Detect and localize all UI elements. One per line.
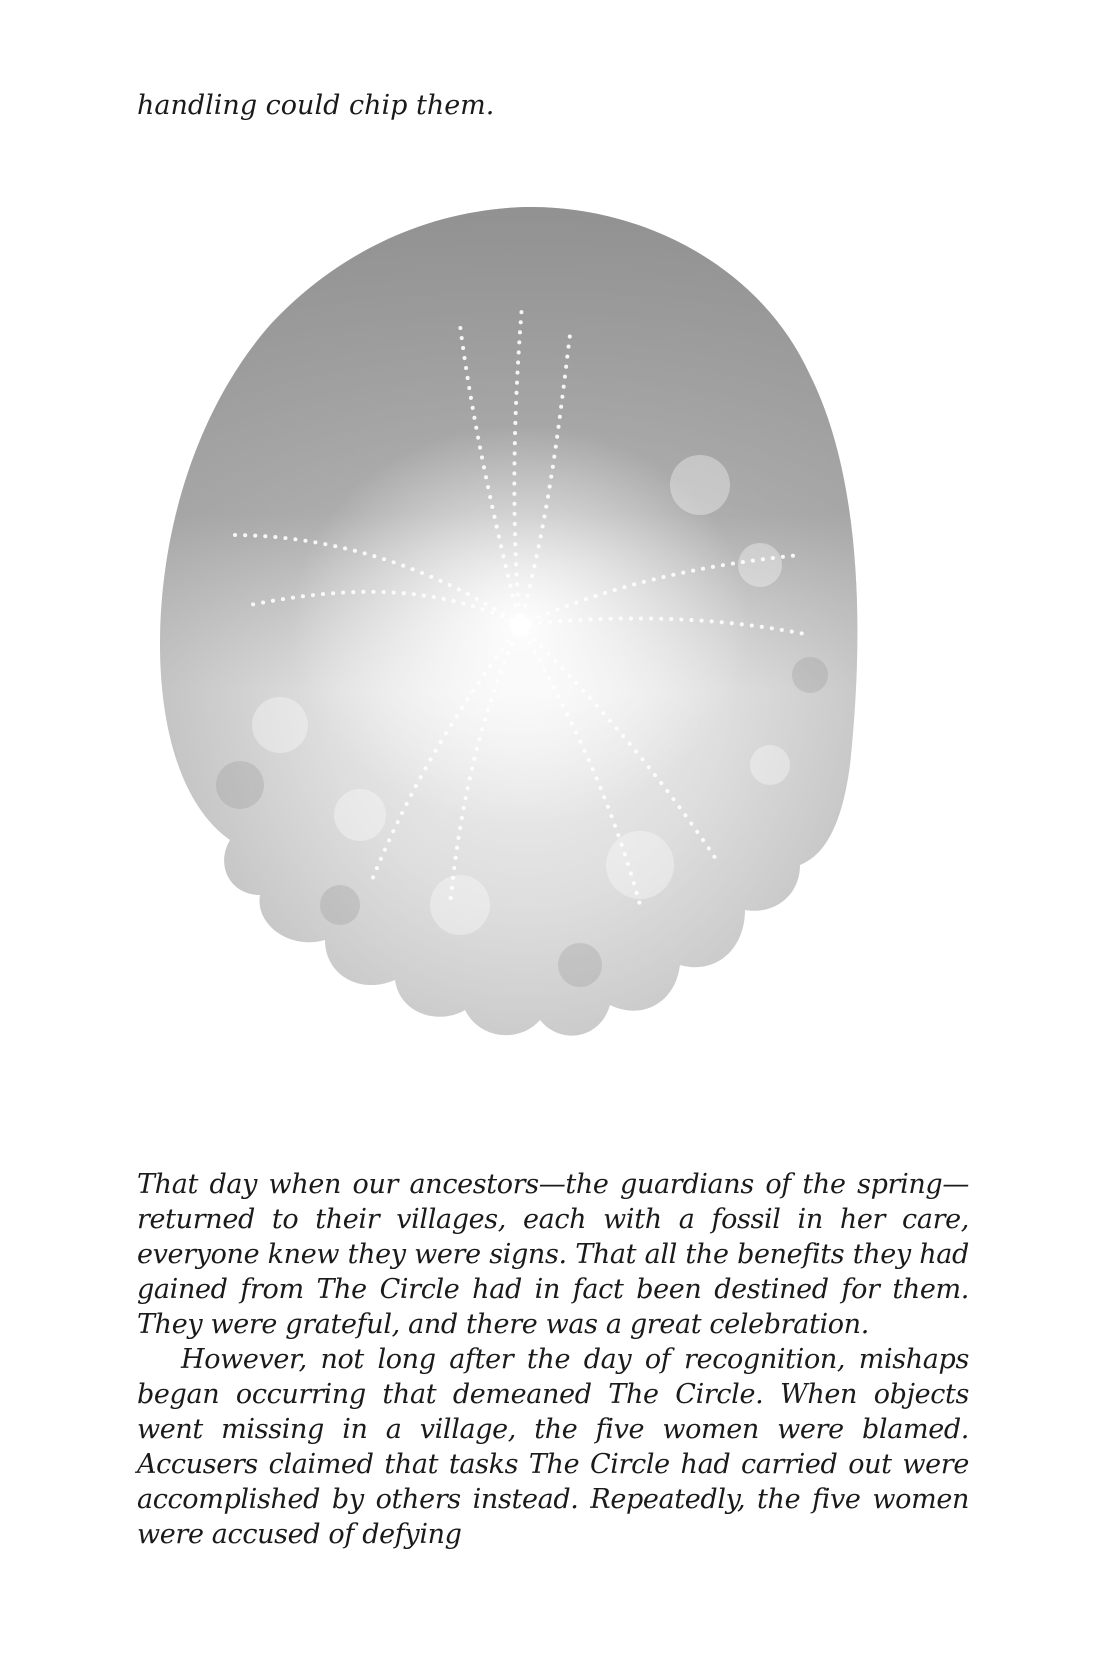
body-text: [137, 1167, 969, 1552]
sand-dollar-icon: [160, 205, 920, 1090]
paragraph-2: However, not long after the day of recognition, mishaps began occurring that demeaned The Circle. When objects went missing in a village, the five women were blamed. Accusers claimed that tasks The Circle had carried out were accomplished by others instead. Repeatedly, the five women were accused of defying: [137, 1344, 969, 1550]
fossil-illustration: [160, 205, 920, 1090]
paragraph-1: That day when our ancestors—the guardians of the spring—returned to their villages, each with a fossil in her care, everyone knew they were signs. That all the benefits they had gained from The Circle had in fact been destined for them. They were grateful, and there was a great celebration.: [137, 1169, 969, 1340]
continuation-line: handling could chip them.: [137, 90, 495, 121]
